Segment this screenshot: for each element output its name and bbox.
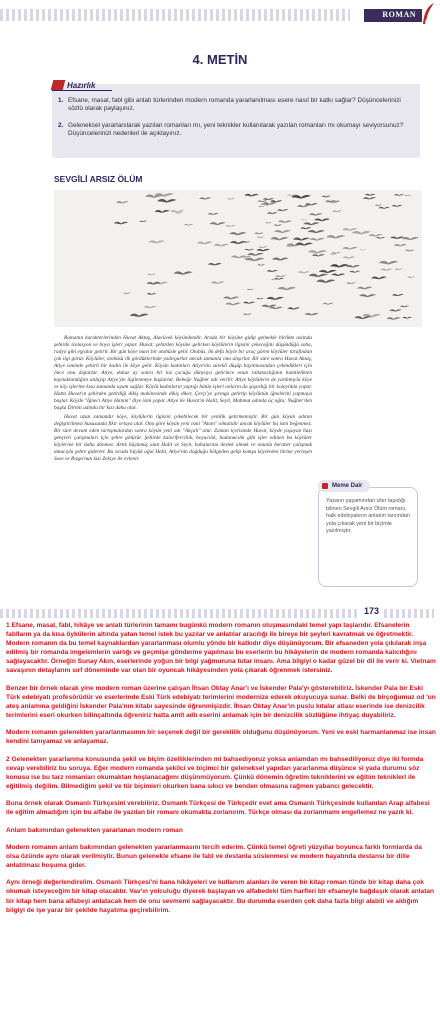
hazirlik-item <box>58 122 408 139</box>
story-paragraph: Romanın karakterlerinden Huvat Aktaş, Alacüvek köyündendir. Arada bir köyüne gidip gelmekle birlikte aslında şehirde izolasyon ve boya işleri yapar. Huvat; şehirden köyüne gelirken köylülerin ilgisini çekeceğini düşündüğü soba, radyo gibi eşyalar getirir. Bir gün köye mavi bir otobüsle gelir. Otobüs, ilk defa böyle bir araç gören köylüler tarafından çok ilgi görür. Köylüler, otobüsü ilk gördüklerinde yadırgarlar ancak zamanla ona alışırlar. Bir süre sonra Huvat Aktaş, Atiye isminde şehirli bir kadın ile köye gelir. Köyün kadınları Atiye'nin sürekli düşüp bayılmasından çekindikleri için önce onu dışlarlar. Atiye, dokuz ay sonra bir kız çocuğu dünyaya getirince onun rahatsızlığının hamilelikten kaynaklandığını anlayıp Atiye'yle ilgilenmeye başlarlar. Bebeğe Nuğber adı verilir. Atiye köylülerin de yardımıyla köye ve köy işlerine kısa zamanda uyum sağlar. Köylü kadınların yaptığı bütün işleri onların da şaşırdığı bir kolaylıkla yapar. Hatta Huvat'ın şehirden getirdiği dikiş makinesinde dikiş diker, Çerçi'ye şırınga getirtip köylünün iğnelerini yapmaya başlar. Köyde "İğneci Atiye Hanım" diye isim yapar. Atiye ile Huvat'ın Halit, Seyit, Mahmut adında üç oğlu; Nuğber'den başka Dirmit adında bir kızı daha olur. <box>54 335 312 412</box>
answer-paragraph: 2 Gelenekten yararlanma konusunda şekil ve biçim özelliklerinden mi bahsediyoruz yoksa anlamdan mı bahsediliyoruz diye iki formda cevap verebiliriz bu soruya. Eğer modern romanda şekilci ve biçimci bir geleneksel yapıdan yararlanma düşünce si yada durumu söz konusu ise bu tarz romanları okumaktan hoşlanacağımı düşünmüyorum. Çünkü dönemin öğretim tekniklerini ve eğitim tekniklerl ile eğitilmiş değilim. Bilmediğim şekil ve tür biçimleri okurken bana sıkıcı ve benden olmasına rağmen yabancı gelecektir. <box>6 755 424 790</box>
answer-paragraph: Modern romanın anlam bakımından gelenekten yararlanmasını tercih ederim. Çünkü temel öğreti yüzyıllar boyunca farklı formlarda da olsa özünde aynı olarak verilmiştir. Bunun gelenekle efsane ile fabl ve destanla süslenmesi ve modern hayatında destansı bir dille anlatılması hoşuma gider. <box>6 843 422 870</box>
meme-dair-label: Meme Dair <box>332 483 363 489</box>
answer-paragraph: Aynı örneği değerlendirelim. Osmanlı Türkçesi'ni bana hikâyeleri ve kullanım alanları ile veren bir kitap roman tünde bir kitap daha çok okumak isteyeceğim bir kitap olacaktır. Vav'ın yolculuğu diyerek başlayan ve alfabedeki tüm harfleri bir efsaneyle bağdaşık olarak anlatan bir kitap hem bana alfabeyi anlatacak hem de onu sevmemi sağlayacaktır. Bu durumda eserden çok daha fazla bilgi alabili ve aldığım bilgiyi de işe yarar bir şekilde hayatıma geçirebilirim. <box>6 879 435 914</box>
hazirlik-label: Hazırlık <box>67 80 96 90</box>
meme-dair-text: Yazarın yaşamından izler taşıdığı bilinen Sevgili Arsız Ölüm romanı, halk edebiyatının anlatım tarzından yola çıkarak yeni bir biçimle yazılmıştır. <box>326 498 410 535</box>
student-answers <box>6 621 436 923</box>
answer-paragraph: Buna örnek olarak Osmanlı Türkçesini verebiliriz. Osmanlı Türkçesi de Türkçedir evet ama Osmanlı Türkçesinde kullanılan Arap alfabesi ile eğitim almadığım için bu alfabe ile yazılan bir romanı okumakta zorlanırım. Türkçe olması da zorlanmamı engellemez ne yazık ki. <box>6 800 430 817</box>
page-number-bar <box>0 606 440 622</box>
answer-paragraph: Modern romanın gelenekten yararlanmasının bir seçenek değil bir gereklilik olduğunu düşünüyorum. Yeni ve eski harmanlanmaz ise insan kendini tanıyamaz ve anlayamaz. <box>6 729 436 746</box>
hazirlik-item-number: 2. <box>58 122 64 129</box>
answer-paragraph: Anlam bakımından gelenekten yararlanan modern roman <box>6 826 183 834</box>
birds-photo <box>54 190 422 327</box>
hazirlik-mark-icon <box>51 80 66 90</box>
story-body <box>54 335 312 464</box>
header-stripes <box>0 9 350 21</box>
story-paragraph: Huvat uzun zamandır köye, köylülerin ilgisini çekebilecek bir yenilik getirmemiştir. Bir gün köyün adının değiştirilmesi hususunda fikir ortaya atar. Ona göre köyün yeni ismi "Atom" olmalıdır ancak köylüler bu ismi beğenmez. Bir süre devam eden tartışmalardan sonra köyün yeni adı "Akçalı" olur. Zaman içerisinde Huvat, köyde yaşayan bazı gençleri çalışmaları için şehre götürür. Şehirde kaloriferciliık, boyacılık, badanacılık gibi işler edinen bu köylüler köylerine bir daha dönmez. Artık büyümüş olan Halit ve Seyit, babalarına destek olmak ve onunla beraber çalışmak amacıyla şehre giderler. Bu sırada büyük oğul Halit, Atiye'nin doğduğu bölgeden gelip komşu köylerden birine yerleşen Sose ve Rızgo'nun kızı Zekiye ile evlenir. <box>54 413 312 462</box>
hazirlik-underline <box>52 90 112 91</box>
birds-illustration <box>54 190 422 327</box>
section-label: ROMAN <box>382 10 416 19</box>
hazirlik-item <box>58 97 408 114</box>
page-number-stripes <box>384 609 434 618</box>
story-title: SEVGİLİ ARSIZ ÖLÜM <box>54 174 143 184</box>
meme-dair-header <box>318 480 370 492</box>
page-number-stripes <box>0 609 360 618</box>
meme-dair-marker-icon <box>322 483 328 489</box>
page-number: 173 <box>364 606 380 616</box>
answer-paragraph: 1 Efsane, masal, fabl, hikâye ve anlatı türlerinin tamamı bugünkü modern romanın oluşmasındaki temel yapı taşlarıdır. Efsanelerin fablların ya da kısa öykülerin altında yatan temel istek bu yazılar ve anlatılar aracılığı ile bireye bir şeyleri kavratmak ve öğretmektir. Modern romanın da bu temel kaynaklardan yararlanması olumlu yönde bir katkıdır diye düşünüyorum. Bir efsaneden yola çıkılarak inşa edilmiş bir romanda imgelemlerin varlığı ve geçmişe gönderme yapılması bu eserlerin bu hikâyelerin de modern romanda kalıcılığını sağlayacaktır. Örneğin Sunay Akın, eserlerinde yoğun bir bilgi yağmuruna tutar insanı. Ama bilgiyi o kadar güzel bir dil ile verir ki. Vietnam savaşının detaylarını sırf döneminde var olan bir oyuncak hikâyesinden yola çıkarak öğrenmek istersiniz. <box>6 622 436 675</box>
hazirlik-item-number: 1. <box>58 97 64 104</box>
header-band <box>0 0 440 30</box>
hazirlik-tag <box>52 79 95 91</box>
hazirlik-box <box>52 84 420 158</box>
answer-paragraph: Benzer bir örnek olarak yine modern roman üzerine çalışan İhsan Oktay Anar'ı ve İskender Pala'yı gösterebiliriz. İskender Pala bir Eski Türk edebiyatı profesörüdür ve eserlerinde Eski Türk edebiyatı terimlerini modernize ederek okuyucuya sunar. Belki de birçoğumuz od 'un ateş anlamına geldiğini İskender Pala'nın kitabı sayesinde öğrenmişizdir. İhsan Oktay Anar'ın puslu kıtalar atlası eserinde ise denizcilik terimlerini eseri okurken bilinçaltında öğreniriz hatta amlt adlı eserini anlamak için bir denizcilik sözlüğüne ihtiyaç duyabiliriz. <box>6 684 436 720</box>
hazirlik-item-text: Efsane, masal, fabl gibi anlatı türlerinden modern romanda yararlanılması esere nasıl bir katkı sağlar? Düşüncelerinizi sözlü olarak paylaşınız. <box>68 97 401 113</box>
hazirlik-item-text: Geleneksel yararlanılarak yazılan romanları mı, yeni teknikler kullanılarak yazılan romanları mı okumayı seviyorsunuz? Düşüncelerinizi nedenleri ile açıklayınız. <box>68 122 404 138</box>
page-title: 4. METİN <box>192 52 248 67</box>
feather-icon <box>420 2 436 26</box>
